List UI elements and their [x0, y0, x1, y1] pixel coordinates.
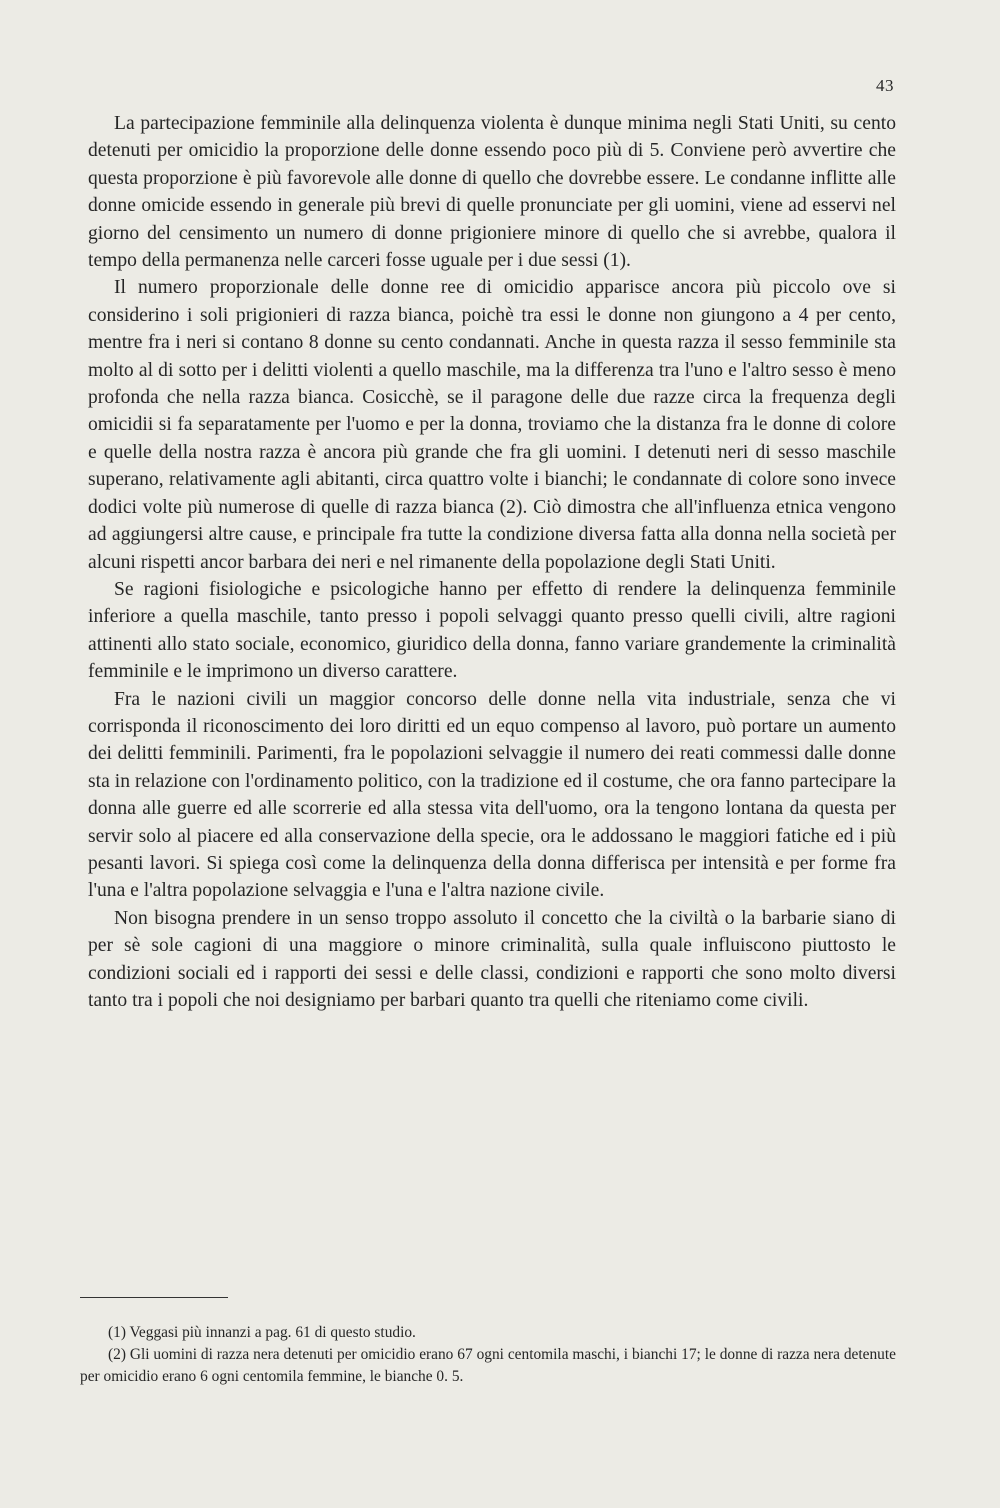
paragraph-1: La partecipazione femminile alla delinquenza violenta è dunque minima negli Stati Uniti, su cento detenuti per omicidio la proporzione delle donne essendo poco più di 5. Conviene però avvertire che questa proporzione è più favorevole alle donne di quello che dovrebbe essere. Le condanne inflitte alle donne omicide essendo in generale più brevi di quelle pronunciate per gli uomini, viene ad esservi nel giorno del censimento un numero di donne prigioniere minore di quello che si avrebbe, qualora il tempo della permanenza nelle carceri fosse uguale per i due sessi (1). — [88, 113, 896, 272]
footnote-divider — [80, 1297, 228, 1298]
page-number: 43 — [876, 76, 894, 95]
paragraph-5: Non bisogna prendere in un senso troppo assoluto il concetto che la civiltà o la barbarie siano di per sè sole cagioni di una maggiore o minore criminalità, sulla quale influiscono piuttosto le condizioni sociali ed i rapporti dei sessi e delle classi, condizioni e rapporti che sono molto diversi tanto tra i popoli che noi designiamo per barbari quanto tra quelli che riteniamo come civili. — [88, 907, 896, 1011]
footnote-2: (2) Gli uomini di razza nera detenuti per omicidio erano 67 ogni centomila maschi, i bianchi 17; le donne di razza nera detenute per omicidio erano 6 ogni centomila femmine, le bianche 0. 5. — [80, 1345, 896, 1385]
footnote-1: (1) Veggasi più innanzi a pag. 61 di questo studio. — [108, 1324, 416, 1341]
footnotes — [80, 1322, 896, 1387]
paragraph-3: Se ragioni fisiologiche e psicologiche hanno per effetto di rendere la delinquenza femminile inferiore a quella maschile, tanto presso i popoli selvaggi quanto presso quelli civili, altre ragioni attinenti allo stato sociale, economico, giuridico della donna, fanno variare grandemente la criminalità femminile e le imprimono un diverso carattere. — [88, 578, 896, 683]
paragraph-2: Il numero proporzionale delle donne ree di omicidio apparisce ancora più piccolo ove si considerino i soli prigionieri di razza bianca, poichè tra essi le donne non giungono a 4 per cento, mentre fra i neri si contano 8 donne su cento condannati. Anche in questa razza il sesso femminile sta molto al di sotto per i delitti violenti a quello maschile, ma la differenza tra l'uno e l'altro sesso è meno profonda che nella razza bianca. Cosicchè, se il paragone delle due razze circa la frequenza degli omicidii si fa separatamente per l'uomo e per la donna, troviamo che la distanza fra le donne di colore e quelle della nostra razza è ancora più grande che fra gli uomini. I detenuti neri di sesso maschile superano, relativamente agli abitanti, circa quattro volte i bianchi; le condannate di colore sono invece dodici volte più numerose di quelle di razza bianca (2). Ciò dimostra che all'influenza etnica vengono ad aggiungersi altre cause, e principale fra tutte la condizione diversa fatta alla donna nella società per alcuni rispetti ancor barbara dei neri e nel rimanente della popolazione degli Stati Uniti. — [88, 277, 896, 573]
body-text — [88, 110, 896, 1014]
paragraph-4: Fra le nazioni civili un maggior concorso delle donne nella vita industriale, senza che vi corrisponda il riconoscimento dei loro diritti ed un equo compenso al lavoro, può portare un aumento dei delitti femminili. Parimenti, fra le popolazioni selvaggie il numero dei reati commessi dalle donne sta in relazione con l'ordinamento politico, con la tradizione ed il costume, che ora fanno partecipare la donna alle guerre ed alle scorrerie ed alla stessa vita dell'uomo, ora la tengono lontana da questa per servir solo al piacere ed alla conservazione della specie, ora le addossano le maggiori fatiche ed i più pesanti lavori. Si spiega così come la delinquenza della donna differisca per intensità e per forme fra l'una e l'altra popolazione selvaggia e l'una e l'altra nazione civile. — [88, 688, 896, 902]
